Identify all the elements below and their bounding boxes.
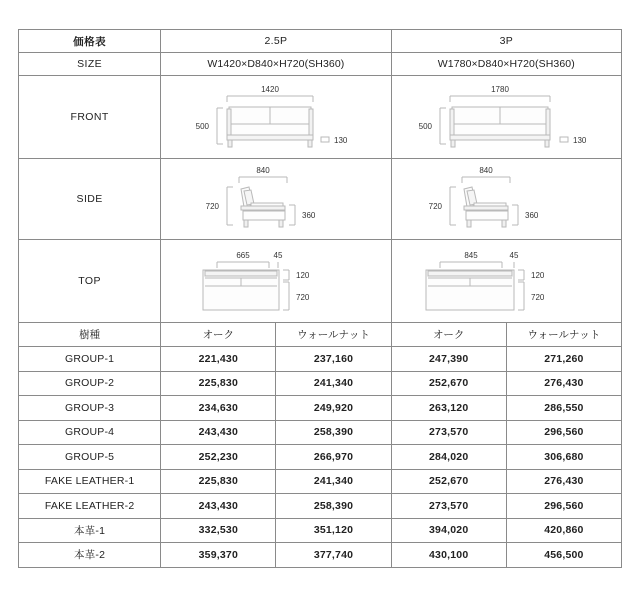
table-row xyxy=(19,543,622,568)
top-25p-total-depth-dim: 720 xyxy=(295,293,310,302)
table-row xyxy=(19,469,622,494)
top-3p-total-depth-dim: 720 xyxy=(531,293,545,302)
wood-header-25p-oak: オーク xyxy=(161,323,276,347)
side-elevation-3p-svg xyxy=(392,159,620,237)
table-row xyxy=(19,494,622,519)
side-25p-height-dim: 720 xyxy=(205,202,219,211)
side-drawing-3p xyxy=(392,159,621,239)
side-drawing-25p xyxy=(161,159,390,239)
table-row xyxy=(19,445,622,470)
price-cell: 332,530 xyxy=(161,518,276,543)
side-row xyxy=(19,159,622,240)
top-drawing-3p-cell xyxy=(391,240,621,323)
price-cell: 273,570 xyxy=(391,420,506,445)
side-3p-height-dim: 720 xyxy=(428,202,443,211)
front-25p-leg-dim: 130 xyxy=(333,136,348,145)
price-row-label: GROUP-1 xyxy=(19,347,161,372)
front-row-label: FRONT xyxy=(19,76,161,159)
price-cell: 241,340 xyxy=(276,371,391,396)
price-cell: 377,740 xyxy=(276,543,391,568)
price-cell: 225,830 xyxy=(161,371,276,396)
side-drawing-25p-cell xyxy=(161,159,391,240)
top-25p-back-depth-dim: 120 xyxy=(295,271,310,280)
price-cell: 221,430 xyxy=(161,347,276,372)
front-drawing-25p-cell xyxy=(161,76,391,159)
price-cell: 276,430 xyxy=(506,469,621,494)
price-cell: 258,390 xyxy=(276,420,391,445)
top-view-3p-svg xyxy=(392,240,620,322)
front-drawing-3p-cell xyxy=(391,76,621,159)
front-drawing-25p xyxy=(161,76,390,158)
price-row-label: GROUP-4 xyxy=(19,420,161,445)
table-row xyxy=(19,396,622,421)
price-row-label: GROUP-5 xyxy=(19,445,161,470)
price-cell: 420,860 xyxy=(506,518,621,543)
price-row-label: 本革-1 xyxy=(19,518,161,543)
top-row-label: TOP xyxy=(19,240,161,323)
wood-header-row xyxy=(19,323,622,347)
sheet-title: 価格表 xyxy=(19,30,161,53)
front-drawing-3p xyxy=(392,76,621,158)
price-cell: 247,390 xyxy=(391,347,506,372)
price-row-label: GROUP-2 xyxy=(19,371,161,396)
price-cell: 252,230 xyxy=(161,445,276,470)
table-row xyxy=(19,347,622,372)
wood-header-3p-oak: オーク xyxy=(391,323,506,347)
side-25p-depth-dim: 840 xyxy=(256,166,270,175)
table-row xyxy=(19,420,622,445)
price-cell: 394,020 xyxy=(391,518,506,543)
front-elevation-25p-svg xyxy=(165,76,387,156)
side-elevation-25p-svg xyxy=(165,159,387,237)
side-row-label: SIDE xyxy=(19,159,161,240)
front-row xyxy=(19,76,622,159)
top-25p-gap-dim: 45 xyxy=(273,251,283,260)
price-cell: 252,670 xyxy=(391,371,506,396)
side-3p-depth-dim: 840 xyxy=(479,166,493,175)
wood-header-25p-walnut: ウォールナット xyxy=(276,323,391,347)
side-drawing-3p-cell xyxy=(391,159,621,240)
price-cell: 249,920 xyxy=(276,396,391,421)
front-3p-width-dim: 1780 xyxy=(491,85,510,94)
price-cell: 237,160 xyxy=(276,347,391,372)
price-cell: 243,430 xyxy=(161,420,276,445)
top-3p-gap-dim: 45 xyxy=(509,251,519,260)
wood-row-label: 樹種 xyxy=(19,323,161,347)
spec-price-table xyxy=(18,29,622,568)
price-cell: 271,260 xyxy=(506,347,621,372)
top-3p-seat-width-dim: 845 xyxy=(464,251,478,260)
price-cell: 276,430 xyxy=(506,371,621,396)
price-row-label: GROUP-3 xyxy=(19,396,161,421)
price-cell: 273,570 xyxy=(391,494,506,519)
price-cell: 241,340 xyxy=(276,469,391,494)
table-row xyxy=(19,371,622,396)
top-row xyxy=(19,240,622,323)
header-row xyxy=(19,30,622,53)
price-cell: 456,500 xyxy=(506,543,621,568)
top-drawing-25p xyxy=(161,240,390,322)
size-row xyxy=(19,53,622,76)
price-cell: 263,120 xyxy=(391,396,506,421)
front-elevation-3p-svg xyxy=(392,76,620,156)
price-row-label: FAKE LEATHER-2 xyxy=(19,494,161,519)
price-cell: 252,670 xyxy=(391,469,506,494)
price-row-label: FAKE LEATHER-1 xyxy=(19,469,161,494)
price-cell: 430,100 xyxy=(391,543,506,568)
front-25p-height-dim: 500 xyxy=(195,122,209,131)
price-cell: 296,560 xyxy=(506,494,621,519)
wood-header-3p-walnut: ウォールナット xyxy=(506,323,621,347)
price-cell: 284,020 xyxy=(391,445,506,470)
top-view-25p-svg xyxy=(165,240,387,322)
price-cell: 296,560 xyxy=(506,420,621,445)
side-25p-seat-dim: 360 xyxy=(301,211,316,220)
side-3p-seat-dim: 360 xyxy=(525,211,539,220)
price-cell: 234,630 xyxy=(161,396,276,421)
front-25p-width-dim: 1420 xyxy=(261,85,279,94)
price-cell: 266,970 xyxy=(276,445,391,470)
size-value-25p: W1420×D840×H720(SH360) xyxy=(161,53,391,76)
price-cell: 359,370 xyxy=(161,543,276,568)
price-row-label: 本革-2 xyxy=(19,543,161,568)
front-3p-leg-dim: 130 xyxy=(573,136,587,145)
price-cell: 225,830 xyxy=(161,469,276,494)
top-3p-back-depth-dim: 120 xyxy=(531,271,545,280)
front-3p-height-dim: 500 xyxy=(418,122,433,131)
price-cell: 243,430 xyxy=(161,494,276,519)
price-cell: 286,550 xyxy=(506,396,621,421)
model-header-25p: 2.5P xyxy=(161,30,391,53)
price-cell: 351,120 xyxy=(276,518,391,543)
model-header-3p: 3P xyxy=(391,30,621,53)
price-cell: 306,680 xyxy=(506,445,621,470)
size-value-3p: W1780×D840×H720(SH360) xyxy=(391,53,621,76)
size-row-label: SIZE xyxy=(19,53,161,76)
top-25p-seat-width-dim: 665 xyxy=(236,251,250,260)
top-drawing-25p-cell xyxy=(161,240,391,323)
price-cell: 258,390 xyxy=(276,494,391,519)
table-row xyxy=(19,518,622,543)
top-drawing-3p xyxy=(392,240,621,322)
